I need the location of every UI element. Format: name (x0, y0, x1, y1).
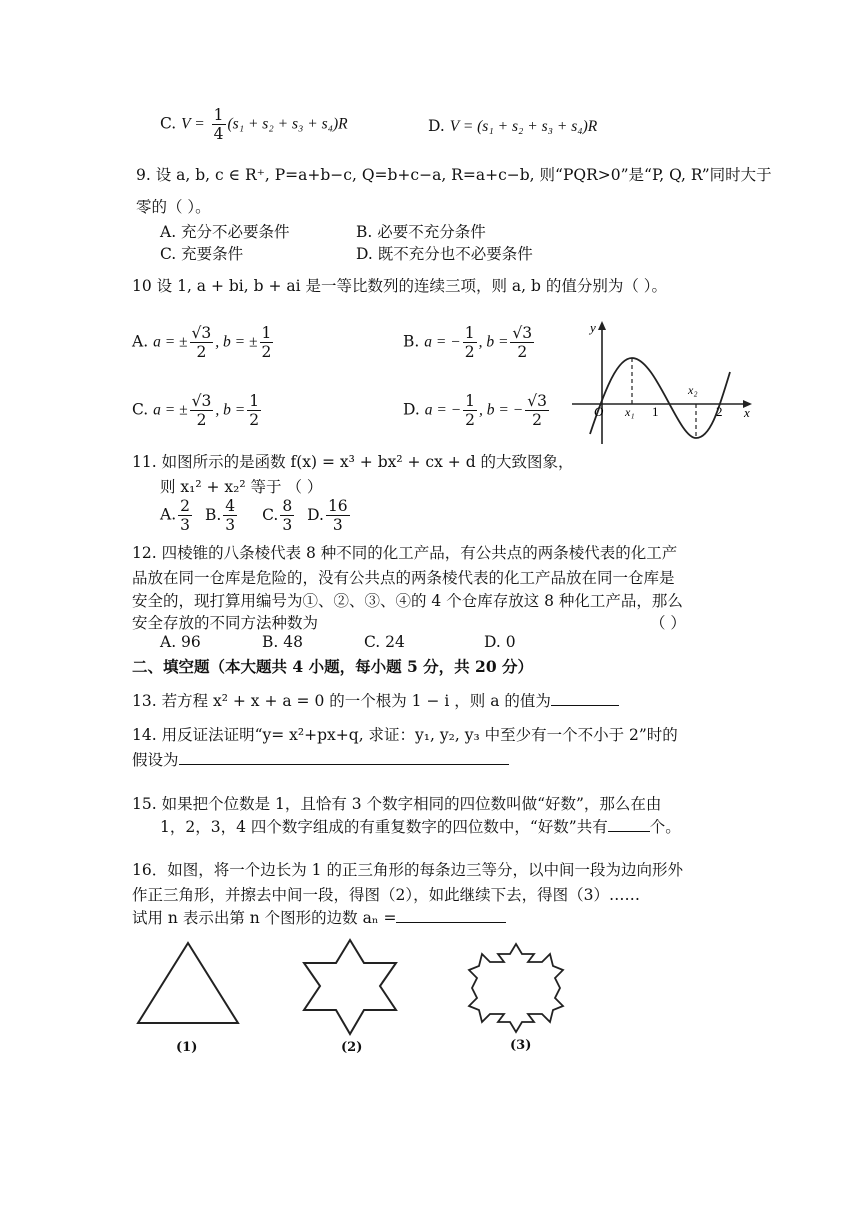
q8-option-d: D. V = (s₁ + s₂ + s₃ + s₄)R (428, 117, 598, 135)
cubic-function-graph (566, 316, 758, 446)
x1-label: x₁ (625, 405, 635, 419)
q16-stem-line3: 试用 n 表示出第 n 个图形的边数 aₙ = (132, 906, 506, 928)
q9-option-d: D. 既不充分也不必要条件 (356, 245, 533, 263)
q14-answer-blank[interactable] (179, 750, 509, 765)
q12-stem-line1: 12. 四棱锥的八条棱代表 8 种不同的化工产品，有公共点的两条棱代表的化工产 (132, 544, 678, 562)
q11-stem-line2: 则 x₁² + x₂² 等于 （ ） (160, 478, 323, 496)
triangle-figure-1 (132, 940, 244, 1030)
q13-answer-blank[interactable] (551, 691, 619, 706)
q10-option-d: D. a = − $\frac{1}{2}$ , b = − $\frac{√3}{2}$ (403, 392, 547, 429)
q12-stem-line2: 品放在同一仓库是危险的，没有公共点的两条棱代表的化工产品放在同一仓库是 (132, 569, 675, 587)
q10-option-a: A. a = ± $\frac{√3}{2}$ , b = ± $\frac{1}{2}$ (132, 324, 272, 361)
q9-stem-line2: 零的（ ）。 (136, 198, 211, 216)
q12-option-b: B. 48 (262, 633, 303, 651)
q10-stem: 10 设 1, a + bi, b + ai 是一等比数列的连续三项，则 a, b 的值分别为（ ）。 (132, 277, 668, 295)
q15-stem-line2: 1，2，3，4 四个数字组成的有重复数字的四位数中，“好数”共有 个。 (160, 818, 681, 836)
section-heading: 二、填空题（本大题共 4 小题，每小题 5 分，共 20 分） (132, 657, 534, 676)
cubic-curve (590, 358, 730, 438)
tick-1-label: 1 (652, 404, 659, 419)
figure-2-label: (2) (341, 1040, 363, 1055)
q12-stem-line3: 安全的，现打算用编号为①、②、③、④的 4 个仓库存放这 8 种化工产品，那么 (132, 592, 683, 610)
q10-option-c: C. a = ± $\frac{√3}{2}$ , b = $\frac{1}{2}$ (132, 392, 260, 429)
x-axis-label: x (744, 405, 750, 420)
tick-2-label: 2 (716, 404, 723, 419)
q11-options: A. $\frac{2}{3}$ B. $\frac{4}{3}$ C. $\frac{8}{3}$ D. $\frac{16}{3}$ (160, 497, 348, 534)
q16-stem-line1: 16．如图，将一个边长为 1 的正三角形的每条边三等分，以中间一段为边向形外 (132, 861, 683, 879)
q16-answer-blank[interactable] (396, 908, 506, 923)
q12-option-a: A. 96 (160, 633, 201, 651)
koch-snowflake-figure-3 (460, 938, 572, 1038)
q9-stem-line1: 9. 设 a, b, c ∈ R⁺, P=a+b−c, Q=b+c−a, R=a+c−b, 则“PQR>0”是“P, Q, R”同时大于 (136, 166, 772, 184)
q12-option-d: D. 0 (484, 633, 516, 651)
q12-answer-paren: （ ） (650, 614, 686, 632)
y-axis-arrow (598, 321, 606, 330)
origin-label: O (594, 404, 604, 419)
y-axis-label: y (590, 320, 596, 335)
q13-stem: 13. 若方程 x² + x + a = 0 的一个根为 1 − i ，则 a 的值为 (132, 689, 619, 711)
q8-option-c-fraction: $\frac{1}{4}$ (213, 106, 224, 143)
q14-stem-line1: 14. 用反证法证明“y= x²+px+q, 求证：y₁, y₂, y₃ 中至少有一个不小于 2”时的 (132, 726, 678, 744)
q9-option-a: A. 充分不必要条件 (160, 223, 290, 241)
star-figure-2 (294, 936, 406, 1036)
q16-stem-line2: 作正三角形，并擦去中间一段，得图（2），如此继续下去，得图（3）…… (132, 886, 640, 904)
x2-label: x₂ (688, 383, 698, 397)
figure-3-label: (3) (510, 1038, 532, 1053)
q11-stem-line1: 11. 如图所示的是函数 f(x) = x³ + bx² + cx + d 的大致图象， (132, 453, 574, 471)
figure-1-label: (1) (176, 1040, 198, 1055)
q10-option-b: B. a = − $\frac{1}{2}$ , b = $\frac{√3}{2}$ (403, 324, 533, 361)
q9-option-b: B. 必要不充分条件 (356, 223, 486, 241)
q12-option-c: C. 24 (364, 633, 405, 651)
q12-stem-line4: 安全存放的不同方法种数为 (132, 614, 319, 632)
q9-option-c: C. 充要条件 (160, 245, 244, 263)
q8-option-c: C. V = $\frac{1}{4}$ (s₁ + s₂ + s₃ + s₄)R (160, 106, 348, 143)
q14-stem-line2: 假设为 (132, 748, 509, 770)
q15-answer-blank[interactable] (608, 817, 650, 832)
q15-stem-line1: 15. 如果把个位数是 1，且恰有 3 个数字相同的四位数叫做“好数”，那么在由 (132, 795, 662, 813)
